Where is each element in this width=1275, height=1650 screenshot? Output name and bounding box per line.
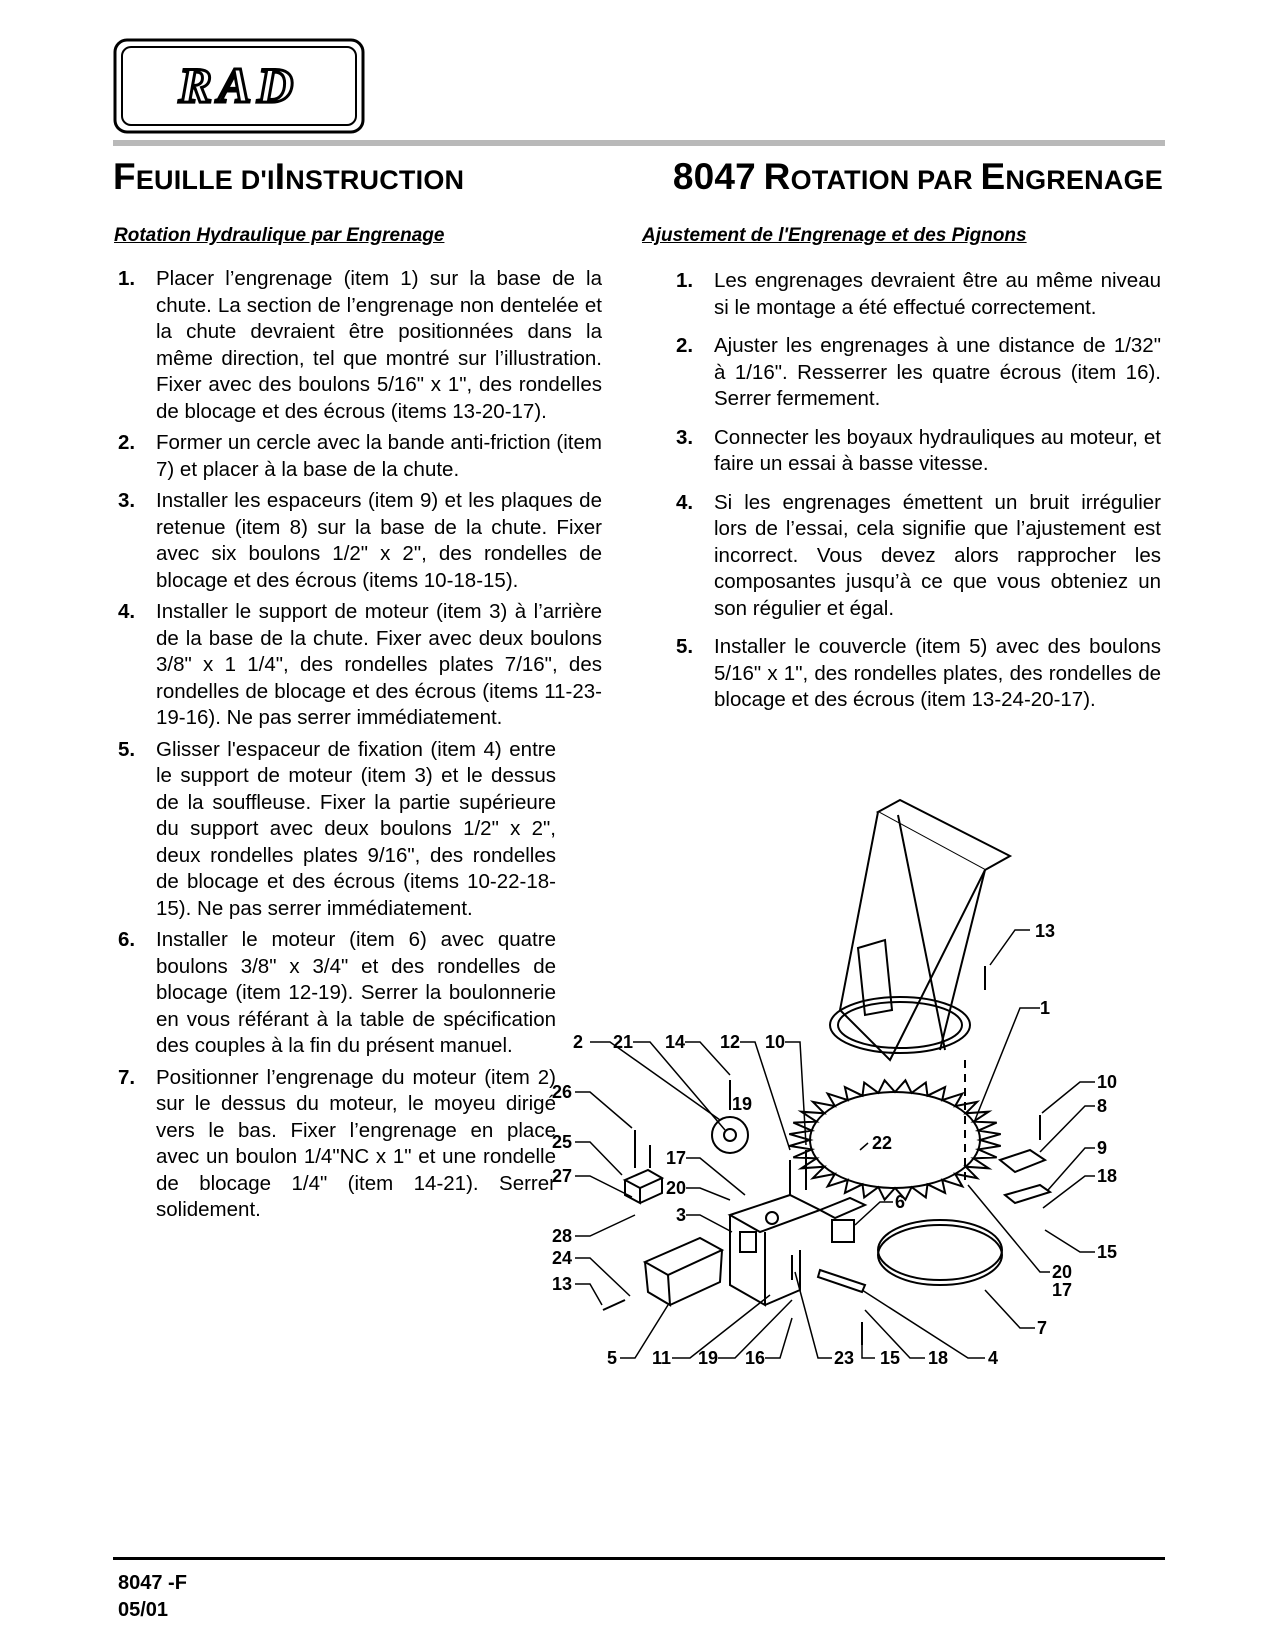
list-item: 4. Installer le support de moteur (item 3) à l’arrière de la base de la chute. Fixer avec deux boulons 3/8" x 1 1/4", des rondelles plates 7/16", des rondelles de blocage et des écrous (items 11-23-19-16). Ne pas serrer immédiatement.: [118, 600, 602, 729]
callout-label: 23: [834, 1348, 855, 1368]
callout-label: 13: [552, 1274, 573, 1294]
callout-label: 3: [676, 1205, 687, 1225]
page-subtitle: 8047 ROTATION PAR ENGRENAGE: [672, 156, 1163, 197]
callout-label: 11: [652, 1348, 672, 1368]
right-instructions: [676, 268, 1161, 726]
band-drawing: [878, 1225, 1002, 1285]
exploded-assembly-diagram: [552, 840, 1175, 1440]
callout-label: 18: [928, 1348, 949, 1368]
callout-label: 4: [988, 1348, 999, 1368]
callout-label: 13: [1035, 921, 1056, 941]
callout-label: 26: [552, 1082, 573, 1102]
list-item: 5. Installer le couvercle (item 5) avec des boulons 5/16" x 1", des rondelles plates, des rondelles de blocage et des écrous (item 13-24-20-17).: [676, 635, 1161, 711]
callout-label: 17: [1052, 1280, 1073, 1300]
callout-label: 22: [872, 1133, 893, 1153]
list-item: 2. Former un cercle avec la bande anti-friction (item 7) et placer à la base de la chute.: [118, 431, 602, 481]
callout-label: 12: [720, 1032, 741, 1052]
callout-label: 20: [666, 1178, 687, 1198]
list-item: 3. Installer les espaceurs (item 9) et les plaques de retenue (item 8) sur la base de la chute. Fixer avec six boulons 1/2" x 2", des rondelles de blocage et des écrous (items 10-18-15).: [118, 489, 602, 592]
callout-label: 17: [666, 1148, 687, 1168]
rad-logo: [113, 38, 365, 134]
footer: [118, 1570, 187, 1624]
callout-label: 10: [765, 1032, 786, 1052]
callout-label: 16: [745, 1348, 766, 1368]
left-instructions: [118, 266, 602, 1229]
callout-label: 15: [1097, 1242, 1118, 1262]
callout-label: 2: [573, 1032, 584, 1052]
motor-drawing: [820, 1198, 865, 1242]
callout-label: 5: [607, 1348, 618, 1368]
right-section-heading: Ajustement de l'Engrenage et des Pignons: [642, 225, 1027, 246]
callout-label: 9: [1097, 1138, 1108, 1158]
list-item: 4. Si les engrenages émettent un bruit irrégulier lors de l’essai, cela signifie que l’ajustement est incorrect. Vous devez alors rapprocher les composantes jusqu’à ce que vous obteniez un son régulier et égal.: [676, 490, 1161, 620]
document-date: 05/01: [118, 1599, 169, 1621]
list-item: 6. Installer le moteur (item 6) avec quatre boulons 3/8" x 3/4" et des rondelles de blocage (item 12-19). Serrer la boulonnerie en vous référant à la table de spécification des couples à la fin du présent manuel.: [118, 928, 556, 1057]
callout-label: 18: [1097, 1166, 1118, 1186]
document-code: 8047 -F: [118, 1572, 187, 1594]
list-item: 1. Les engrenages devraient être au même niveau si le montage a été effectué correctement.: [676, 269, 1161, 319]
motor-bracket-drawing: [730, 1195, 820, 1305]
callout-label: 14: [665, 1032, 686, 1052]
callout-label: 21: [613, 1032, 634, 1052]
callout-label: 7: [1037, 1318, 1048, 1338]
callout-label: 8: [1097, 1096, 1108, 1116]
callout-label: 19: [698, 1348, 719, 1368]
callout-label: 25: [552, 1132, 573, 1152]
callout-label: 28: [552, 1226, 573, 1246]
left-section-heading: Rotation Hydraulique par Engrenage: [114, 225, 445, 246]
list-item: 3. Connecter les boyaux hydrauliques au moteur, et faire un essai à basse vitesse.: [676, 425, 1161, 475]
bottom-rule: [113, 1557, 1165, 1560]
callout-label: 20: [1052, 1262, 1073, 1282]
callout-label: 10: [1097, 1072, 1118, 1092]
ring-gear-drawing: [789, 1080, 1000, 1199]
chute-drawing: [830, 800, 1010, 1060]
callout-label: 6: [895, 1192, 906, 1212]
list-item: 1. Placer l’engrenage (item 1) sur la base de la chute. La section de l’engrenage non dentelée et la chute devraient être positionnées dans la même direction, tel que montré sur l’illustration. Fixer avec des boulons 5/16" x 1", des rondelles de blocage et des écrous (items 13-20-17).: [118, 267, 602, 423]
callout-label: 24: [552, 1248, 573, 1268]
callout-label: 1: [1040, 998, 1051, 1018]
callout-label: 27: [552, 1166, 573, 1186]
list-item: 2. Ajuster les engrenages à une distance de 1/32" à 1/16". Resserrer les quatre écrous (item 16). Serrer fermement.: [676, 334, 1161, 410]
list-item: 5. Glisser l'espaceur de fixation (item 4) entre le support de moteur (item 3) et le dessus de la souffleuse. Fixer la partie supérieure du support avec deux boulons 1/2" x 2", deux rondelles plates 9/16", des rondelles de blocage et des écrous (items 10-22-18-15). Ne pas serrer immédiatement.: [118, 737, 556, 920]
page-title: FEUILLE D'IINSTRUCTION: [113, 156, 465, 197]
callout-label: 19: [732, 1094, 753, 1114]
top-rule: [113, 140, 1165, 146]
svg-text:RAD: RAD: [178, 57, 300, 113]
callout-label: 15: [880, 1348, 901, 1368]
list-item: 7. Positionner l’engrenage du moteur (item 2) sur le dessus du moteur, le moyeu dirigé vers le bas. Fixer l’engrenage en place avec un boulon 1/4"NC x 1" et une rondelle de blocage 1/4" (item 14-21). Serrer solidement.: [118, 1065, 556, 1221]
cover-drawing: [645, 1238, 722, 1305]
